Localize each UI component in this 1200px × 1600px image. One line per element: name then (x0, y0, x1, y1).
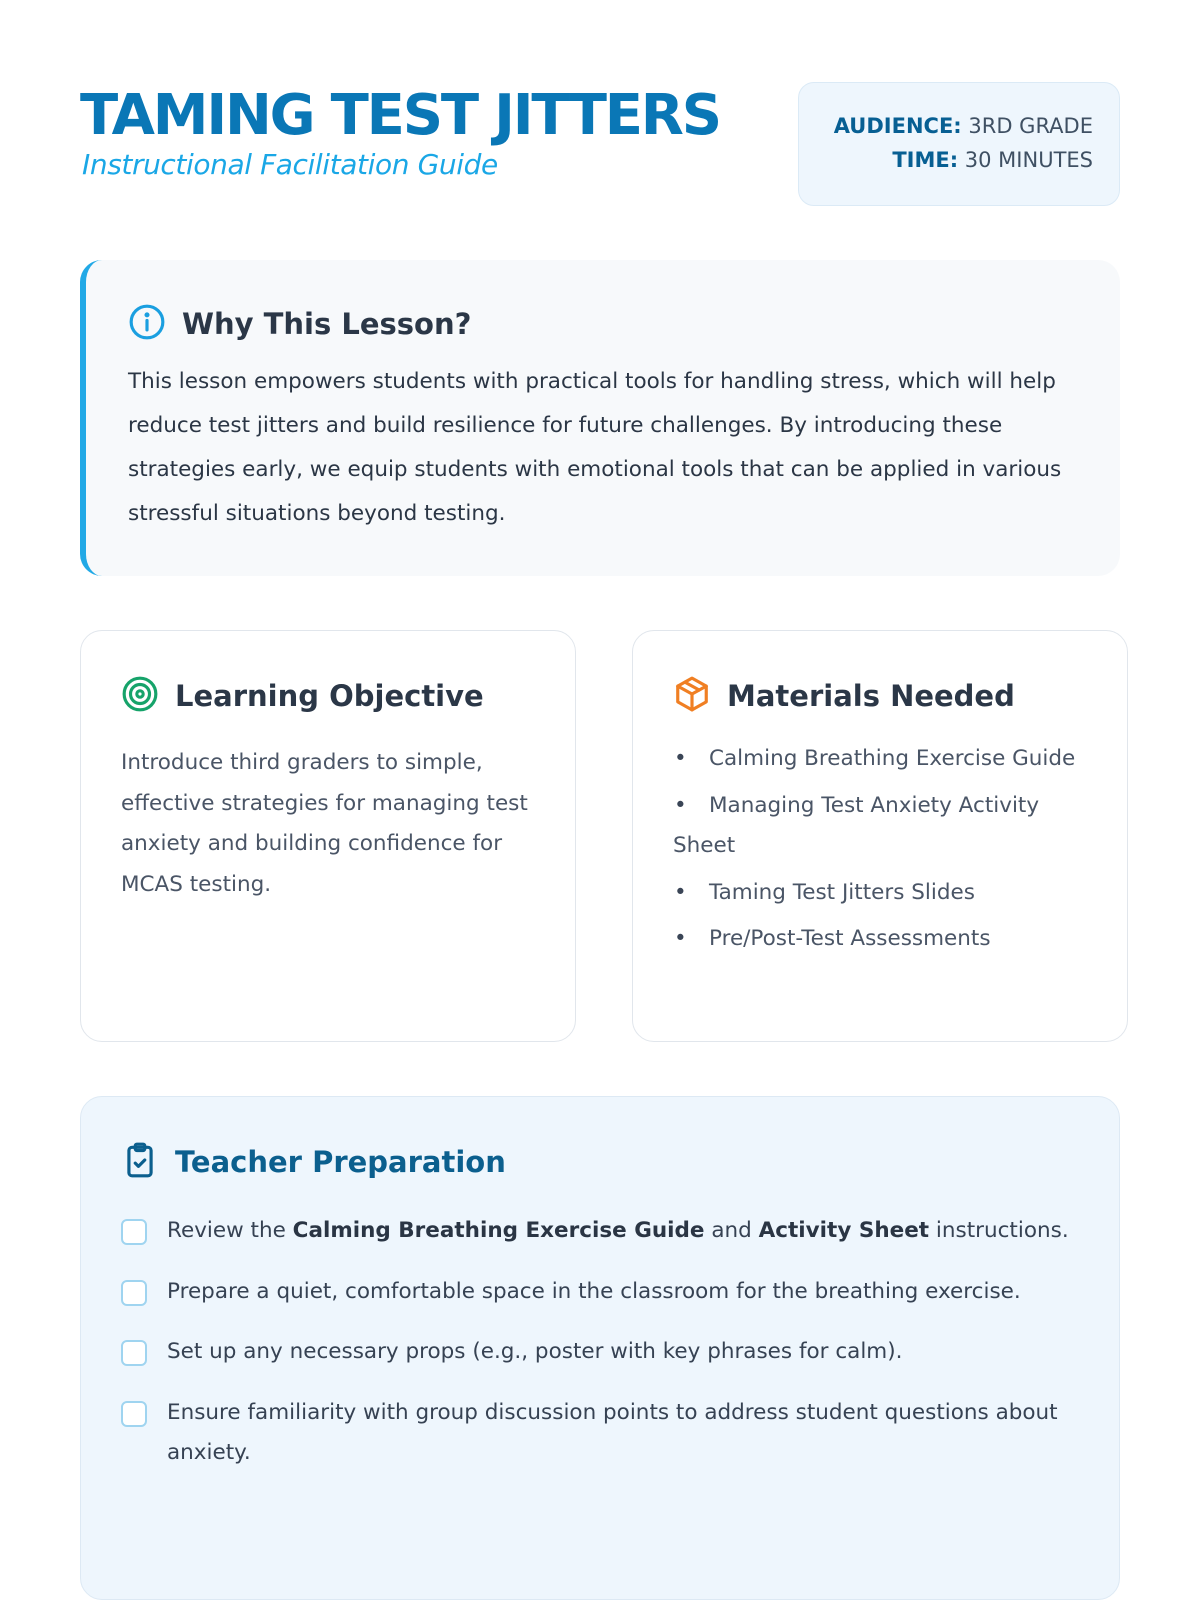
checkbox[interactable] (121, 1401, 147, 1427)
bullet: • (674, 746, 687, 771)
clipboard-check-icon (121, 1141, 159, 1183)
checklist-item (121, 1332, 1079, 1373)
checklist-text: Review the Calming Breathing Exercise Guide and Activity Sheet instructions. (167, 1218, 1069, 1243)
checkbox[interactable] (121, 1340, 147, 1366)
checklist-text: Prepare a quiet, comfortable space in the classroom for the breathing exercise. (167, 1278, 1021, 1304)
list-item (673, 873, 1087, 914)
audience-label: AUDIENCE: (833, 114, 962, 138)
page-subtitle: Instructional Facilitation Guide (82, 148, 498, 181)
checklist-item (121, 1272, 1079, 1313)
package-icon (673, 675, 711, 717)
checklist-text: Ensure familiarity with group discussion points to address student questions about anxiety. (167, 1399, 1058, 1465)
audience-value: 3RD GRADE (968, 114, 1093, 138)
learning-objective-card (80, 630, 576, 1042)
prep-checklist (121, 1211, 1079, 1474)
why-this-lesson-section (80, 260, 1120, 576)
teacher-preparation-section (80, 1096, 1120, 1600)
bullet: • (674, 926, 687, 951)
checklist-text: Set up any necessary props (e.g., poster with key phrases for calm). (167, 1339, 903, 1364)
prep-title: Teacher Preparation (175, 1145, 506, 1179)
time-line (799, 143, 1093, 177)
checklist-item (121, 1393, 1079, 1474)
why-header (128, 302, 1080, 346)
materials-title: Materials Needed (727, 679, 1015, 713)
checkbox[interactable] (121, 1280, 147, 1306)
materials-list (673, 739, 1087, 960)
time-value: 30 MINUTES (964, 148, 1093, 172)
checklist-item (121, 1211, 1079, 1252)
list-item (673, 786, 1087, 867)
guide-header (80, 82, 1120, 206)
prep-header (121, 1139, 1079, 1185)
page-title: TAMING TEST JITTERS (80, 83, 720, 148)
bullet: • (674, 792, 687, 818)
materials-header (673, 673, 1087, 719)
bullet: • (674, 879, 687, 905)
material-text: Managing Test Anxiety Activity Sheet (673, 792, 1040, 858)
checkbox[interactable] (121, 1219, 147, 1245)
objective-header (121, 673, 535, 719)
objective-title: Learning Objective (175, 679, 484, 713)
why-title: Why This Lesson? (182, 307, 472, 341)
target-icon (121, 675, 159, 717)
why-text: This lesson empowers students with practical tools for handling stress, which will help reduce test jitters and build resilience for future challenges. By introducing these strategies early, we equip students with emotional tools that can be applied in various stressful situations beyond testing. (128, 369, 1062, 526)
material-text: Calming Breathing Exercise Guide (709, 746, 1076, 771)
info-icon (128, 303, 166, 345)
lesson-meta-box (798, 82, 1120, 206)
list-item (673, 739, 1087, 780)
time-label: TIME: (892, 148, 959, 172)
objective-text: Introduce third graders to simple, effective strategies for managing test anxiety and building confidence for MCAS testing. (121, 750, 528, 897)
list-item (673, 919, 1087, 960)
materials-card (632, 630, 1128, 1042)
audience-line (799, 109, 1093, 143)
material-text: Taming Test Jitters Slides (709, 879, 975, 905)
material-text: Pre/Post-Test Assessments (709, 926, 991, 951)
